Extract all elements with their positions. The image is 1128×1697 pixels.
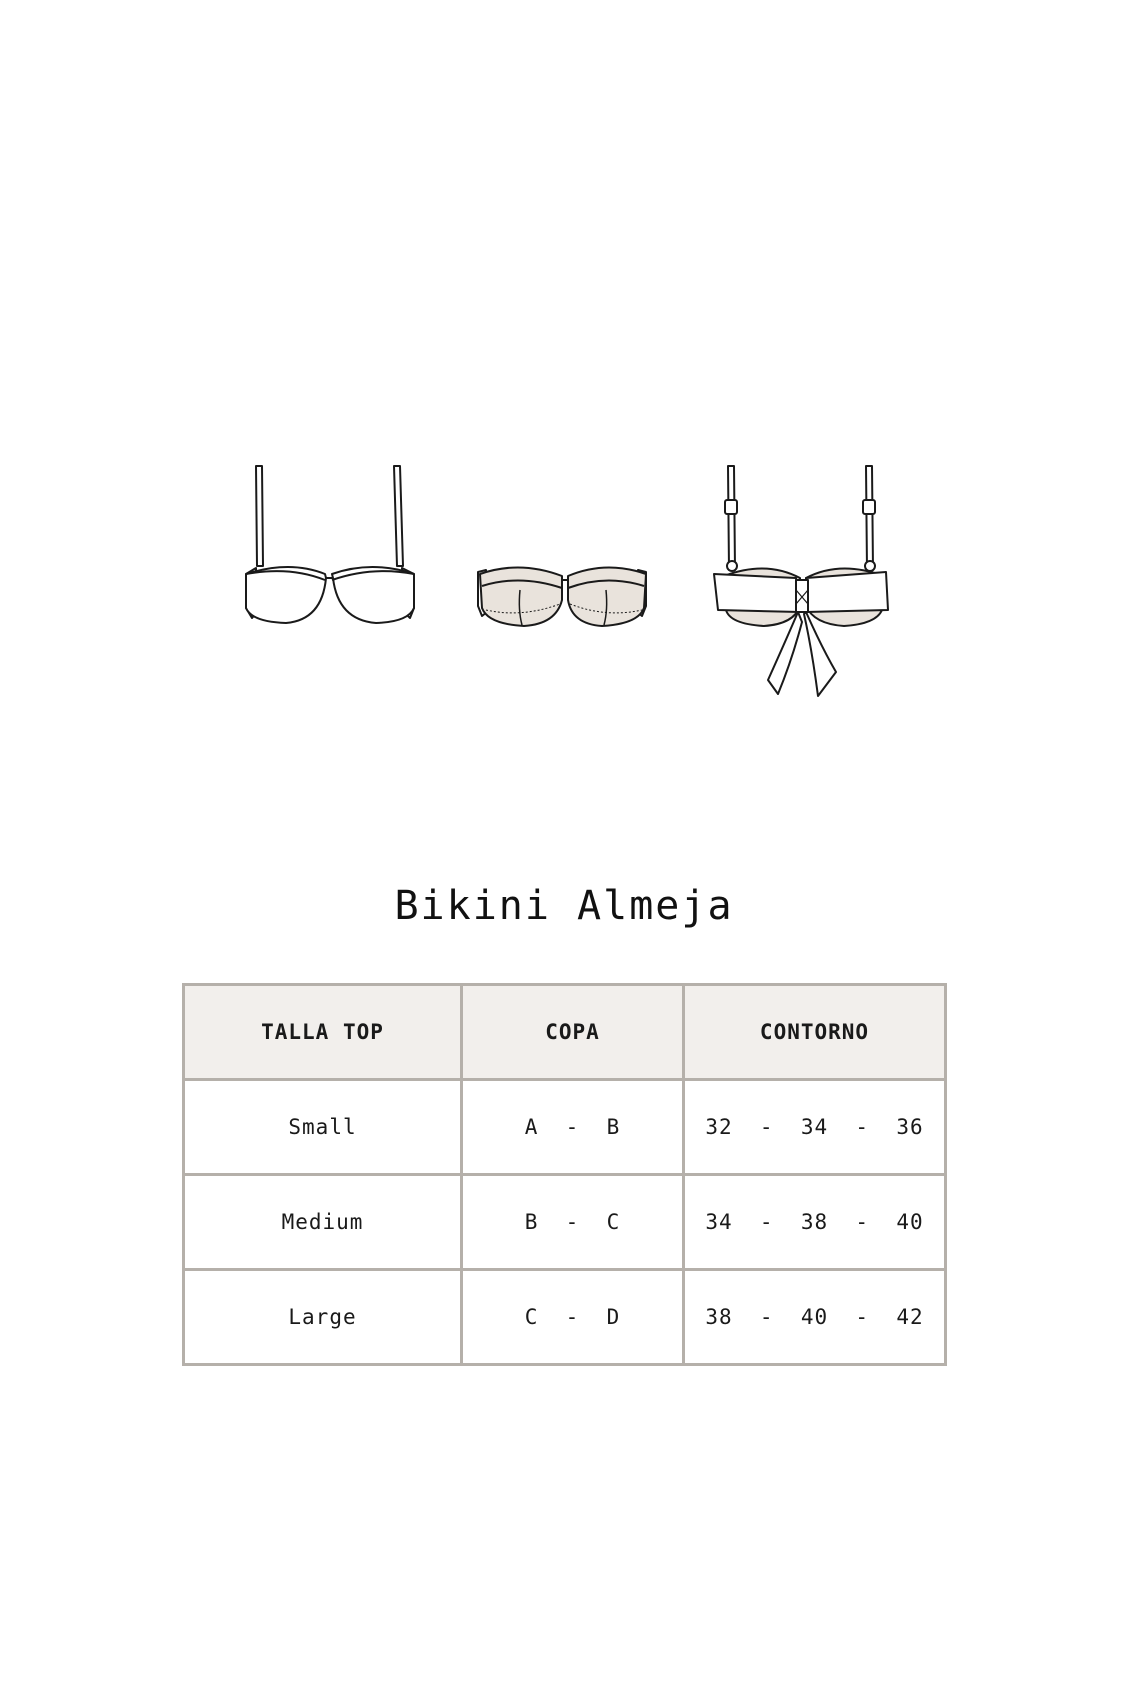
size-table xyxy=(182,983,947,1366)
table-header-row xyxy=(184,985,946,1080)
contour-cell: 32 - 34 - 36 xyxy=(684,1080,946,1175)
size-cell: Small xyxy=(184,1080,462,1175)
table-row xyxy=(184,1080,946,1175)
size-cell: Large xyxy=(184,1270,462,1365)
header-copa: COPA xyxy=(462,985,684,1080)
bikini-top-strapless-icon xyxy=(478,567,646,626)
table-row xyxy=(184,1270,946,1365)
cup-cell: B - C xyxy=(462,1175,684,1270)
header-contorno: CONTORNO xyxy=(684,985,946,1080)
cup-cell: C - D xyxy=(462,1270,684,1365)
size-cell: Medium xyxy=(184,1175,462,1270)
illustrations xyxy=(0,0,1128,760)
cup-cell: A - B xyxy=(462,1080,684,1175)
illustration-canvas xyxy=(0,0,1128,760)
contour-cell: 34 - 38 - 40 xyxy=(684,1175,946,1270)
bikini-top-back-icon xyxy=(714,466,888,696)
contour-cell: 38 - 40 - 42 xyxy=(684,1270,946,1365)
header-talla-top: TALLA TOP xyxy=(184,985,462,1080)
page-title: Bikini Almeja xyxy=(394,883,734,929)
table-row xyxy=(184,1175,946,1270)
bikini-top-front-icon xyxy=(246,466,414,623)
